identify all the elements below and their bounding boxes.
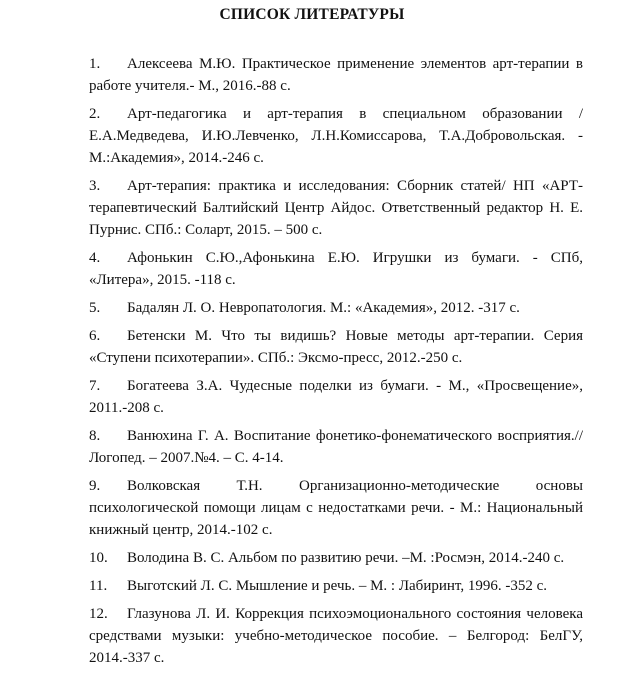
- list-item: [0, 175, 624, 241]
- bibliography-list: [0, 53, 624, 675]
- list-item-text: Алексеева М.Ю. Практическое применение элементов арт-терапии в работе учителя.- М., 2016.-88 с.: [89, 56, 583, 94]
- list-item: [0, 425, 624, 469]
- list-item: [0, 547, 624, 569]
- list-item: [0, 375, 624, 419]
- list-item-text: Волковская Т.Н. Организационно-методические основы психологической помощи лицам с недостатками речи. - М.: Национальный книжный центр, 2014.-102 с.: [89, 478, 583, 538]
- list-item: [0, 53, 624, 97]
- list-item-number: 3.: [89, 178, 101, 194]
- list-item-text: Бадалян Л. О. Невропатология. М.: «Академия», 2012. -317 с.: [127, 300, 520, 316]
- list-item-number: 12.: [89, 606, 108, 622]
- list-item-number: 7.: [89, 378, 101, 394]
- list-item-number: 1.: [89, 56, 101, 72]
- list-item-number: 2.: [89, 106, 101, 122]
- list-item: [0, 325, 624, 369]
- list-item-number: 8.: [89, 428, 101, 444]
- list-item-number: 11.: [89, 578, 108, 594]
- list-item: [0, 475, 624, 541]
- list-item: [0, 603, 624, 669]
- list-item: [0, 103, 624, 169]
- list-item-text: Богатеева З.А. Чудесные поделки из бумаги. - М., «Просвещение», 2011.-208 с.: [89, 378, 583, 416]
- list-item-number: 9.: [89, 478, 101, 494]
- list-item-text: Выготский Л. С. Мышление и речь. – М. : Лабиринт, 1996. -352 с.: [127, 578, 547, 594]
- list-item-text: Володина В. С. Альбом по развитию речи. –М. :Росмэн, 2014.-240 с.: [127, 550, 565, 566]
- list-item: [0, 297, 624, 319]
- list-item-text: Глазунова Л. И. Коррекция психоэмоционального состояния человека средствами музыки: учебно-методическое пособие. – Белгород: БелГУ, 2014.-337 с.: [89, 606, 583, 666]
- list-item-text: Афонькин С.Ю.,Афонькина Е.Ю. Игрушки из бумаги. - СПб, «Литера», 2015. -118 с.: [89, 250, 583, 288]
- list-item-text: Бетенски М. Что ты видишь? Новые методы арт-терапии. Серия «Ступени психотерапии». СПб.: Эксмо-пресс, 2012.-250 с.: [89, 328, 583, 366]
- list-item-number: 6.: [89, 328, 101, 344]
- list-item-text: Арт-педагогика и арт-терапия в специальном образовании / Е.А.Медведева, И.Ю.Левченко, Л.Н.Комиссарова, Т.А.Добровольская. - М.:Академия», 2014.-246 с.: [89, 106, 583, 166]
- list-item-text: Ванюхина Г. А. Воспитание фонетико-фонематического восприятия.// Логопед. – 2007.№4. – С. 4-14.: [89, 428, 583, 466]
- list-item-text: Арт-терапия: практика и исследования: Сборник статей/ НП «АРТ-терапевтический Балтийский Центр Айдос. Ответственный редактор Н. Е. Пурнис. СПб.: Соларт, 2015. – 500 с.: [89, 178, 583, 238]
- list-item-number: 5.: [89, 300, 101, 316]
- list-item-number: 4.: [89, 250, 101, 266]
- list-item: [0, 575, 624, 597]
- page-title: СПИСОК ЛИТЕРАТУРЫ: [219, 6, 405, 23]
- list-item-number: 10.: [89, 550, 108, 566]
- list-item: [0, 247, 624, 291]
